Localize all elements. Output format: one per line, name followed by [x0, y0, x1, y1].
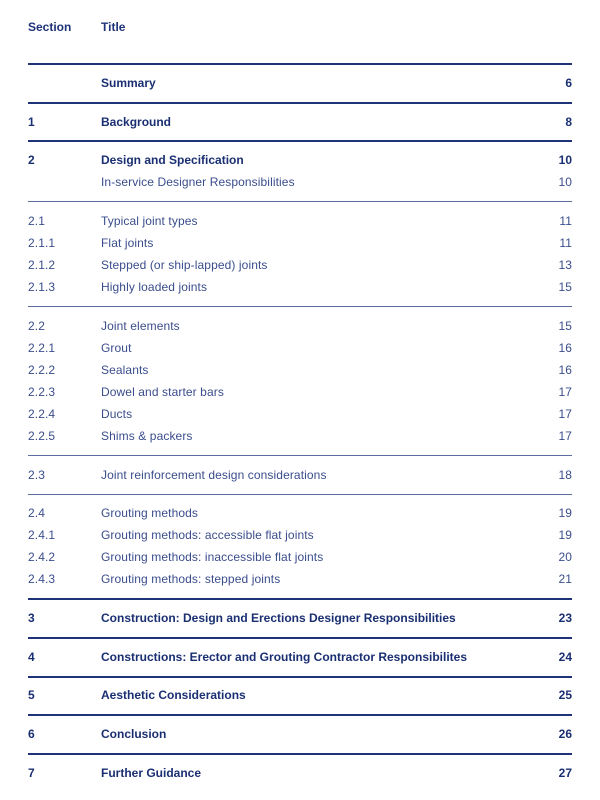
toc-entry[interactable] — [28, 465, 572, 485]
divider — [28, 753, 572, 755]
entry-title: Ducts — [101, 407, 133, 421]
page-number: 19 — [558, 528, 572, 542]
toc-entry[interactable] — [28, 211, 572, 231]
page-number: 13 — [558, 258, 572, 272]
entry-title: Joint elements — [101, 319, 180, 333]
entry-title: Grout — [101, 341, 132, 355]
divider — [28, 494, 572, 495]
section-number: 2.4.1 — [28, 528, 56, 542]
entry-title: Grouting methods: accessible flat joints — [101, 528, 314, 542]
toc-entry[interactable] — [28, 382, 572, 402]
divider — [28, 63, 572, 65]
section-number: 2.4.2 — [28, 550, 56, 564]
section-number: 2.1.3 — [28, 280, 56, 294]
page-number: 16 — [558, 363, 572, 377]
divider — [28, 455, 572, 456]
entry-title: Stepped (or ship-lapped) joints — [101, 258, 268, 272]
page-number: 17 — [558, 407, 572, 421]
entry-title: Aesthetic Considerations — [101, 688, 246, 702]
divider — [28, 201, 572, 202]
divider — [28, 102, 572, 104]
section-number: 5 — [28, 688, 35, 702]
entry-title: Joint reinforcement design considerations — [101, 468, 327, 482]
entry-title: Dowel and starter bars — [101, 385, 224, 399]
entry-title: Typical joint types — [101, 214, 198, 228]
entry-title: Flat joints — [101, 236, 154, 250]
toc-entry[interactable] — [28, 172, 572, 192]
entry-title: Grouting methods: inaccessible flat joints — [101, 550, 324, 564]
section-number: 2 — [28, 153, 35, 167]
page-number: 23 — [558, 611, 572, 625]
entry-title: Grouting methods — [101, 506, 198, 520]
section-number: 2.2.1 — [28, 341, 56, 355]
toc-entry[interactable] — [28, 404, 572, 424]
toc-entry[interactable] — [28, 233, 572, 253]
section-number: 2.3 — [28, 468, 45, 482]
divider — [28, 306, 572, 307]
toc-entry[interactable] — [28, 426, 572, 446]
page-number: 10 — [558, 153, 572, 167]
entry-title: Shims & packers — [101, 429, 193, 443]
toc-entry[interactable] — [28, 338, 572, 358]
page-number: 24 — [558, 650, 572, 664]
entry-title: Construction: Design and Erections Designer Responsibilities — [101, 611, 456, 625]
entry-title: Background — [101, 115, 172, 129]
section-number: 4 — [28, 650, 35, 664]
page-number: 11 — [559, 236, 572, 250]
page-number: 20 — [558, 550, 572, 564]
toc-entry[interactable] — [28, 73, 572, 93]
toc-entry[interactable] — [28, 608, 572, 628]
toc-entry[interactable] — [28, 150, 572, 170]
section-number: 2.2 — [28, 319, 45, 333]
page-number: 17 — [558, 429, 572, 443]
entry-title: Constructions: Erector and Grouting Contractor Responsibilites — [101, 650, 468, 664]
divider — [28, 714, 572, 716]
entry-title: Summary — [101, 76, 156, 90]
toc-entry[interactable] — [28, 647, 572, 667]
section-number: 2.2.3 — [28, 385, 56, 399]
divider — [28, 140, 572, 142]
toc-entry[interactable] — [28, 316, 572, 336]
toc-entry[interactable] — [28, 525, 572, 545]
toc-entry[interactable] — [28, 112, 572, 132]
page-number: 17 — [558, 385, 572, 399]
page-number: 10 — [558, 175, 572, 189]
title-column-header: Title — [101, 20, 126, 34]
entry-title: Conclusion — [101, 727, 167, 741]
section-number: 2.1.1 — [28, 236, 56, 250]
page-number: 15 — [558, 319, 572, 333]
toc-entry[interactable] — [28, 724, 572, 744]
toc-entry[interactable] — [28, 255, 572, 275]
page-number: 16 — [558, 341, 572, 355]
entry-title: Design and Specification — [101, 153, 244, 167]
entry-title: Further Guidance — [101, 766, 202, 780]
section-number: 2.4 — [28, 506, 45, 520]
entry-title: In-service Designer Responsibilities — [101, 175, 295, 189]
section-number: 6 — [28, 727, 35, 741]
section-number: 2.2.2 — [28, 363, 56, 377]
divider — [28, 637, 572, 639]
page-number: 27 — [558, 766, 572, 780]
page-number: 15 — [558, 280, 572, 294]
page-number: 19 — [558, 506, 572, 520]
page-number: 8 — [565, 115, 572, 129]
section-number: 2.1 — [28, 214, 45, 228]
entry-title: Grouting methods: stepped joints — [101, 572, 281, 586]
section-number: 2.1.2 — [28, 258, 56, 272]
toc-entry[interactable] — [28, 763, 572, 783]
toc-entry[interactable] — [28, 277, 572, 297]
divider — [28, 598, 572, 600]
divider — [28, 676, 572, 678]
page-number: 11 — [559, 214, 572, 228]
page-number: 25 — [558, 688, 572, 702]
section-number: 2.2.4 — [28, 407, 56, 421]
toc-entry[interactable] — [28, 503, 572, 523]
page-number: 26 — [558, 727, 572, 741]
section-number: 2.4.3 — [28, 572, 56, 586]
page-number: 6 — [565, 76, 572, 90]
section-number: 1 — [28, 115, 35, 129]
section-number: 7 — [28, 766, 35, 780]
toc-entry[interactable] — [28, 685, 572, 705]
toc-entry[interactable] — [28, 547, 572, 567]
entry-title: Sealants — [101, 363, 149, 377]
entry-title: Highly loaded joints — [101, 280, 208, 294]
section-column-header: Section — [28, 20, 72, 34]
page-number: 21 — [558, 572, 572, 586]
page-number: 18 — [558, 468, 572, 482]
section-number: 3 — [28, 611, 35, 625]
toc-entry[interactable] — [28, 360, 572, 380]
section-number: 2.2.5 — [28, 429, 56, 443]
toc-entry[interactable] — [28, 569, 572, 589]
